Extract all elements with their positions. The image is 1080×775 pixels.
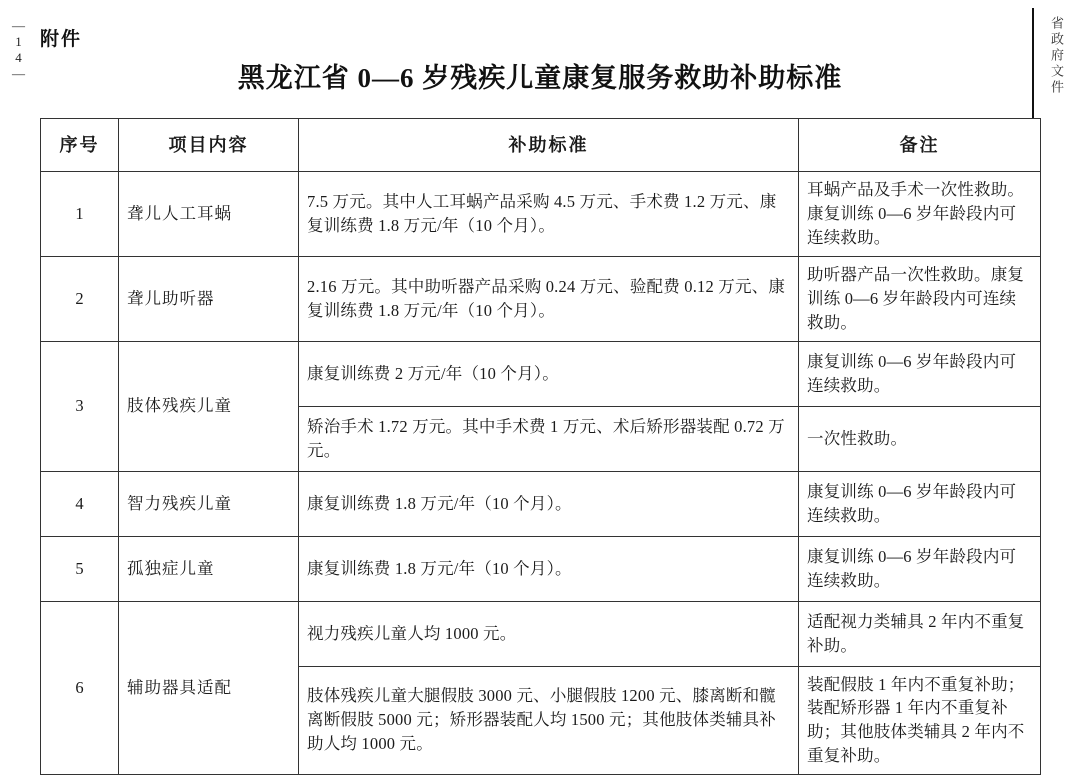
running-head: 省政府文件 (1049, 16, 1064, 96)
table-row (41, 471, 1041, 536)
table-row (41, 172, 1041, 257)
table-row (41, 601, 1041, 666)
cell-no: 1 (41, 172, 119, 257)
cell-item: 肢体残疾儿童 (119, 341, 299, 471)
subsidy-standards-table-wrapper (40, 118, 1040, 775)
cell-no: 2 (41, 256, 119, 341)
cell-item: 聋儿人工耳蜗 (119, 172, 299, 257)
cell-remark: 装配假肢 1 年内不重复补助；装配矫形器 1 年内不重复补助；其他肢体类辅具 2 年内不重复补助。 (799, 666, 1041, 775)
column-header-no: 序号 (41, 119, 119, 172)
table-header-row (41, 119, 1041, 172)
page-number: —14— (11, 18, 26, 82)
cell-remark: 助听器产品一次性救助。康复训练 0—6 岁年龄段内可连续救助。 (799, 256, 1041, 341)
cell-item: 智力残疾儿童 (119, 471, 299, 536)
cell-standard: 康复训练费 2 万元/年（10 个月）。 (299, 341, 799, 406)
cell-no: 4 (41, 471, 119, 536)
cell-standard: 7.5 万元。其中人工耳蜗产品采购 4.5 万元、手术费 1.2 万元、康复训练费 1.8 万元/年（10 个月）。 (299, 172, 799, 257)
cell-standard: 视力残疾儿童人均 1000 元。 (299, 601, 799, 666)
table-row (41, 256, 1041, 341)
column-header-standard: 补助标准 (299, 119, 799, 172)
cell-remark: 康复训练 0—6 岁年龄段内可连续救助。 (799, 341, 1041, 406)
cell-standard: 矫治手术 1.72 万元。其中手术费 1 万元、术后矫形器装配 0.72 万元。 (299, 406, 799, 471)
cell-remark: 适配视力类辅具 2 年内不重复补助。 (799, 601, 1041, 666)
cell-standard: 2.16 万元。其中助听器产品采购 0.24 万元、验配费 0.12 万元、康复训练费 1.8 万元/年（10 个月）。 (299, 256, 799, 341)
table-row (41, 341, 1041, 406)
cell-no: 5 (41, 536, 119, 601)
column-header-item: 项目内容 (119, 119, 299, 172)
cell-standard: 肢体残疾儿童大腿假肢 3000 元、小腿假肢 1200 元、膝离断和髋离断假肢 5000 元；矫形器装配人均 1500 元；其他肢体类辅具补助人均 1000 元。 (299, 666, 799, 775)
table-row (41, 536, 1041, 601)
cell-standard: 康复训练费 1.8 万元/年（10 个月）。 (299, 471, 799, 536)
cell-no: 3 (41, 341, 119, 471)
attachment-label: 附件 (40, 29, 83, 50)
cell-no: 6 (41, 601, 119, 775)
subsidy-standards-table (40, 118, 1041, 775)
cell-item: 辅助器具适配 (119, 601, 299, 775)
cell-standard: 康复训练费 1.8 万元/年（10 个月）。 (299, 536, 799, 601)
cell-remark: 耳蜗产品及手术一次性救助。康复训练 0—6 岁年龄段内可连续救助。 (799, 172, 1041, 257)
page-title: 黑龙江省 0—6 岁残疾儿童康复服务救助补助标准 (237, 63, 843, 93)
cell-item: 孤独症儿童 (119, 536, 299, 601)
cell-remark: 一次性救助。 (799, 406, 1041, 471)
cell-item: 聋儿助听器 (119, 256, 299, 341)
cell-remark: 康复训练 0—6 岁年龄段内可连续救助。 (799, 536, 1041, 601)
column-header-remark: 备注 (799, 119, 1041, 172)
cell-remark: 康复训练 0—6 岁年龄段内可连续救助。 (799, 471, 1041, 536)
